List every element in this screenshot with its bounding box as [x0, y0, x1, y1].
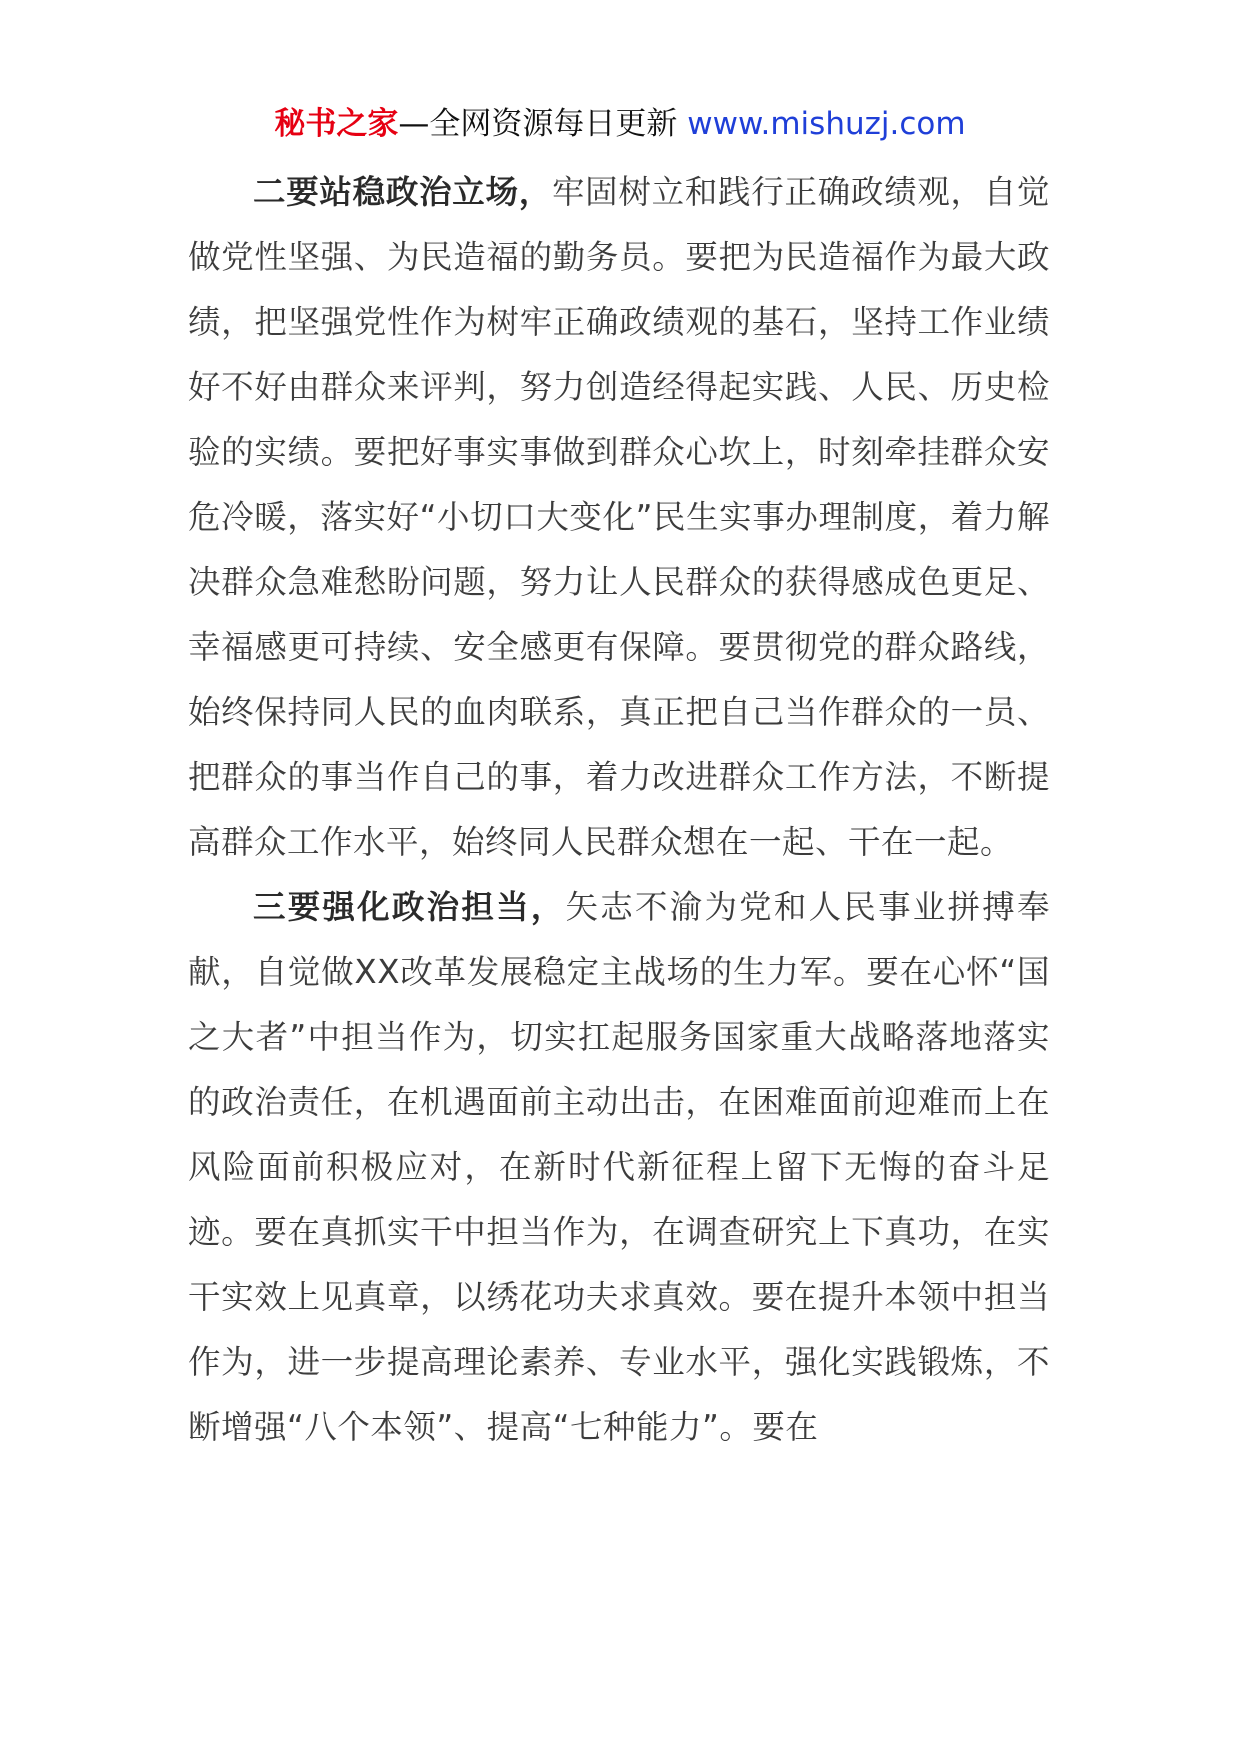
paragraph-3: [188, 875, 1050, 1460]
paragraph-text: 牢固树立和践行正确政绩观，自觉做党性坚强、为民造福的勤务员。要把为民造福作为最大政绩，把坚强党性作为树牢正确政绩观的基石，坚持工作业绩好不好由群众来评判，努力创造经得起实践、人民、历史检验的实绩。要把好事实事做到群众心坎上，时刻牵挂群众安危冷暖，落实好“小切口大变化”民生实事办理制度，着力解决群众急难愁盼问题，努力让人民群众的获得感成色更足、幸福感更可持续、安全感更有保障。要贯彻党的群众路线，始终保持同人民的血肉联系，真正把自己当作群众的一员、把群众的事当作自己的事，着力改进群众工作方法，不断提高群众工作水平，始终同人民群众想在一起、干在一起。: [188, 173, 1050, 861]
site-brand: 秘书之家: [274, 106, 399, 142]
paragraph-2: [188, 160, 1050, 875]
document-body: [188, 160, 1050, 1460]
paragraph-text: 矢志不渝为党和人民事业拼搏奉献，自觉做XX改革发展稳定主战场的生力军。要在心怀“国之大者”中担当作为，切实扛起服务国家重大战略落地落实的政治责任，在机遇面前主动出击，在困难面前迎难而上在风险面前积极应对，在新时代新征程上留下无悔的奋斗足迹。要在真抓实干中担当作为，在调查研究上下真功，在实干实效上见真章，以绣花功夫求真效。要在提升本领中担当作为，进一步提高理论素养、专业水平，强化实践锻炼，不断增强“八个本领”、提高“七种能力”。要在: [188, 888, 1050, 1446]
paragraph-lead: 二要站稳政治立场，: [253, 173, 552, 211]
paragraph-lead: 三要强化政治担当，: [253, 888, 566, 926]
site-tagline: —全网资源每日更新: [398, 106, 688, 142]
site-header: [0, 104, 1240, 144]
site-url-link[interactable]: www.mishuzj.com: [687, 106, 966, 142]
